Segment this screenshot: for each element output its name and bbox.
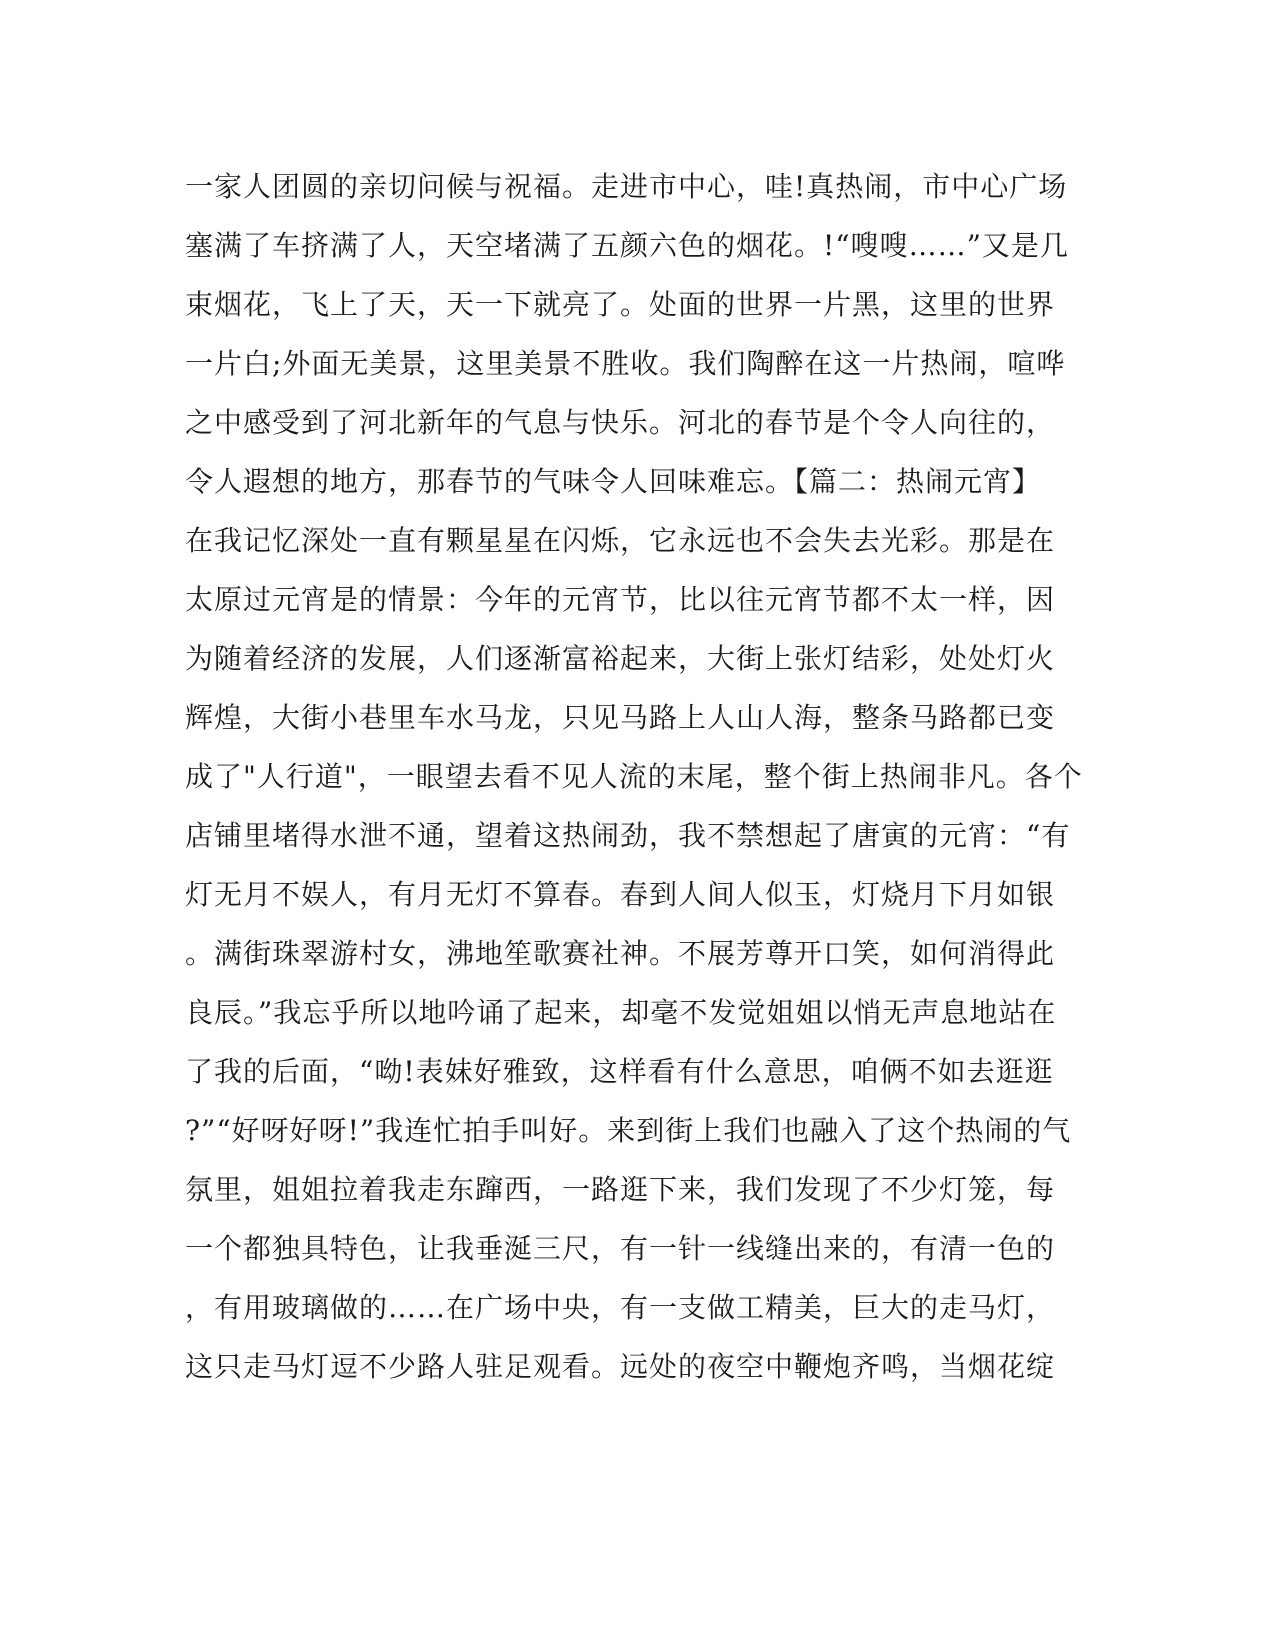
text-line: 为随着经济的发展，人们逐渐富裕起来，大街上张灯结彩，处处灯火 [185,642,1056,675]
text-line: 良辰。”我忘乎所以地吟诵了起来，却毫不发觉姐姐以悄无声息地站在 [185,996,1057,1029]
text-line: 一家人团圆的亲切问候与祝福。走进市中心，哇!真热闹，市中心广场 [185,170,1068,203]
text-line: 辉煌，大街小巷里车水马龙，只见马路上人山人海，整条马路都已变 [185,701,1056,734]
body-text [185,157,1083,1396]
text-line: 在我记忆深处一直有颗星星在闪烁，它永远也不会失去光彩。那是在 [185,524,1056,557]
text-line: 灯无月不娱人，有月无灯不算春。春到人间人似玉，灯烧月下月如银 [185,878,1056,911]
text-line: 太原过元宵是的情景：今年的元宵节，比以往元宵节都不太一样，因 [185,583,1056,616]
text-line: 店铺里堵得水泄不通，望着这热闹劲，我不禁想起了唐寅的元宵：“有 [185,819,1071,852]
text-line: ?”“好呀好呀!”我连忙拍手叫好。来到街上我们也融入了这个热闹的气 [185,1114,1072,1147]
text-line: 这只走马灯逗不少路人驻足观看。远处的夜空中鞭炮齐鸣，当烟花绽 [185,1350,1056,1383]
text-line: 了我的后面，“呦!表妹好雅致，这样看有什么意思，咱俩不如去逛逛 [185,1055,1054,1088]
text-line: 塞满了车挤满了人，天空堵满了五颜六色的烟花。!“嗖嗖……”又是几 [185,229,1069,262]
text-line: ，有用玻璃做的……在广场中央，有一支做工精美，巨大的走马灯， [185,1291,1056,1324]
text-line: 成了"人行道"，一眼望去看不见人流的末尾，整个街上热闹非凡。各个 [185,760,1083,793]
text-line: 令人遐想的地方，那春节的气味令人回味难忘。【篇二：热闹元宵】 [185,465,1042,498]
text-line: 一片白;外面无美景，这里美景不胜收。我们陶醉在这一片热闹，喧哗 [185,347,1066,380]
text-line: 。满街珠翠游村女，沸地笙歌赛社神。不展芳尊开口笑，如何消得此 [185,937,1056,970]
text-line: 一个都独具特色，让我垂涎三尺，有一针一线缝出来的，有清一色的 [185,1232,1056,1265]
text-line: 束烟花，飞上了天，天一下就亮了。处面的世界一片黑，这里的世界 [185,288,1056,321]
text-line: 之中感受到了河北新年的气息与快乐。河北的春节是个令人向往的， [185,406,1056,439]
text-line: 氛里，姐姐拉着我走东蹿西，一路逛下来，我们发现了不少灯笼，每 [185,1173,1056,1206]
